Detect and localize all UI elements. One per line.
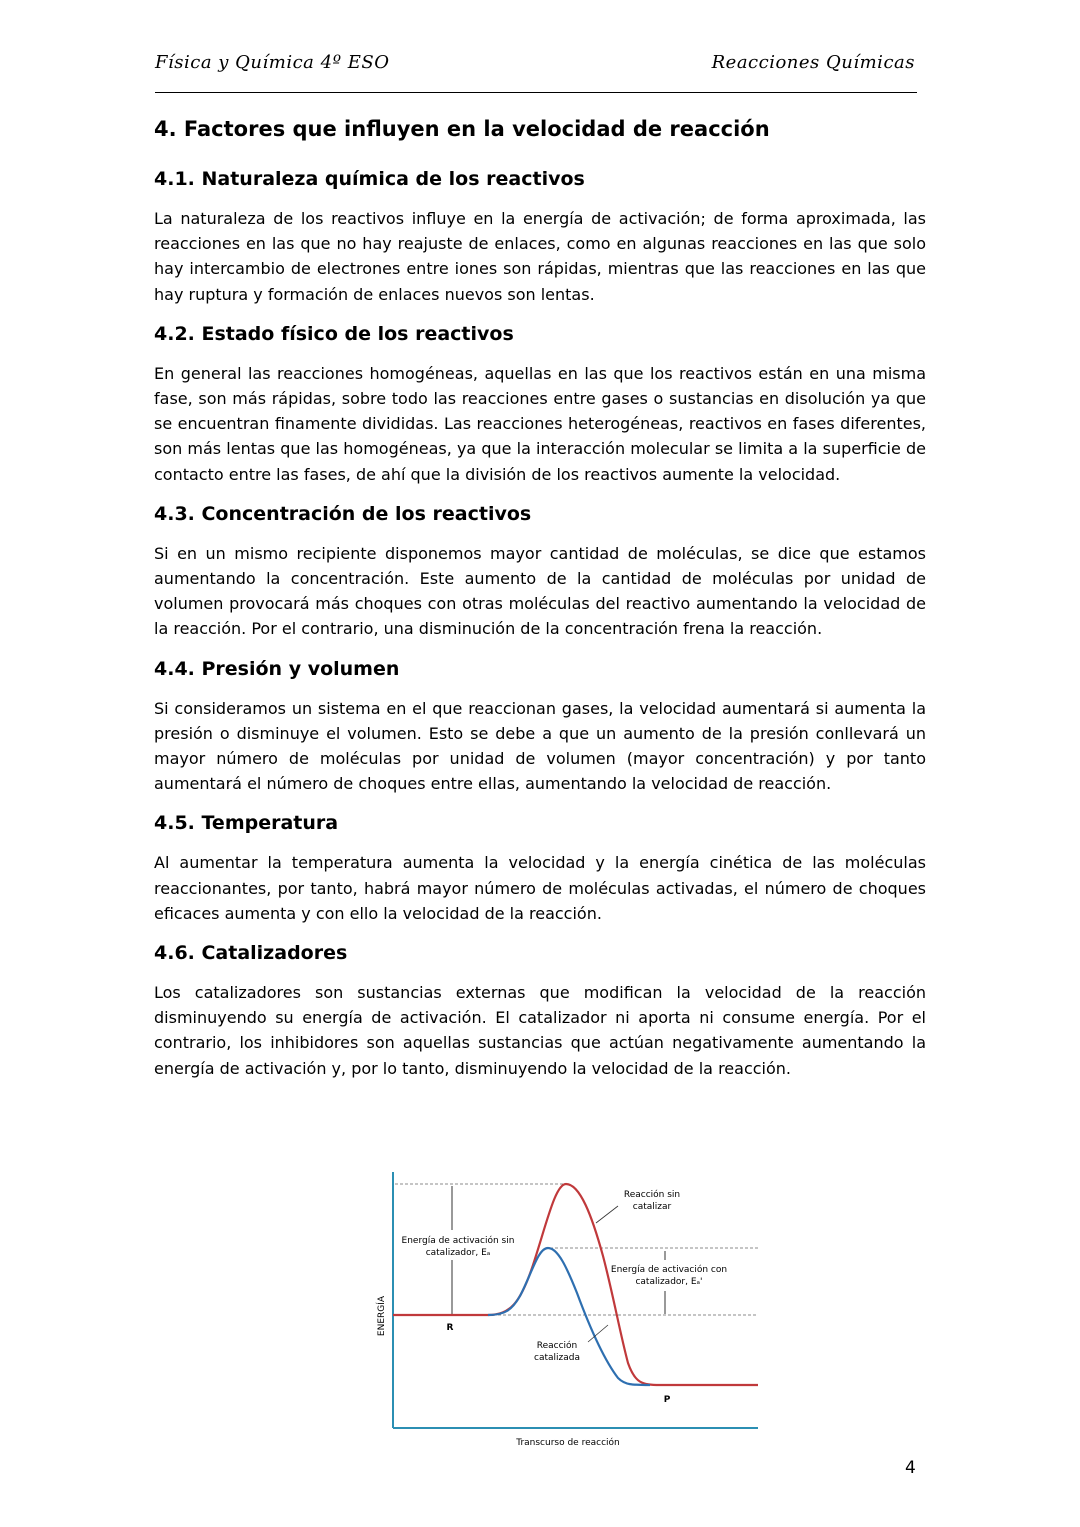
- page-content: [154, 114, 926, 1095]
- subsection-heading-4-1: 4.1. Naturaleza química de los reactivos: [154, 168, 585, 190]
- uncatalyzed-pointer: [596, 1206, 618, 1223]
- energy-diagram-svg: [360, 1168, 770, 1458]
- subsection-heading-4-4: 4.4. Presión y volumen: [154, 657, 400, 680]
- page-header: [155, 52, 917, 93]
- subsection-heading-4-3: 4.3. Concentración de los reactivos: [154, 502, 532, 525]
- y-axis-label: ENERGÍA: [377, 1295, 387, 1337]
- reactants-label: R: [446, 1323, 454, 1333]
- section-title: 4. Factores que influyen en la velocidad de reacción: [154, 117, 770, 141]
- subsection-heading-4-2: 4.2. Estado físico de los reactivos: [154, 322, 514, 345]
- ea-label-line1: Energía de activación sin: [401, 1236, 515, 1246]
- subsection-text-4-1: La naturaleza de los reactivos influye en la energía de activación; de forma aproximada, las reacciones en las que no hay reajuste de enlaces, como en algunas reacciones en las que solo hay intercambio de electrones entre iones son rápidas, mientras que las reacciones en las que hay ruptura y formación de enlaces nuevos son lentas.: [154, 209, 926, 304]
- uncatalyzed-label-line2: catalizar: [632, 1202, 672, 1212]
- subsection-text-4-4: Si consideramos un sistema en el que reaccionan gases, la velocidad aumentará si aumenta la presión o disminuye el volumen. Esto se debe a que un aumento de la presión conllevará un mayor número de moléculas por unidad de volumen (mayor concentración) y por tanto aumentará el número de choques entre ellas, aumentando la velocidad de reacción.: [154, 698, 926, 794]
- energy-diagram: [360, 1168, 770, 1458]
- ea-label-line2: catalizador, Eₐ: [425, 1248, 491, 1258]
- page-number: 4: [905, 1458, 916, 1478]
- subsection-text-4-2: En general las reacciones homogéneas, aquellas en las que los reactivos están en una misma fase, son más rápidas, sobre todo las reacciones entre gases o sustancias en disolución ya que se encuentran finamente divididas. Las reacciones heterogéneas, reactivos en fases diferentes, son más lentas que las homogéneas, ya que la interacción molecular se limita a la superficie de contacto entre las fases, de ahí que la división de los reactivos aumente la velocidad.: [154, 363, 926, 484]
- header-topic: Reacciones Químicas: [711, 52, 915, 73]
- subsection-text-4-5: Al aumentar la temperatura aumenta la velocidad y la energía cinética de las moléculas reaccionantes, por tanto, habrá mayor número de moléculas activadas, el número de choques eficaces aumenta y con ello la velocidad de la reacción.: [154, 853, 926, 923]
- subsection-text-4-3: Si en un mismo recipiente disponemos mayor cantidad de moléculas, se dice que estamos aumentando la concentración. Este aumento de la cantidad de moléculas por unidad de volumen provocará más choques con otras moléculas del reactivo aumentando la velocidad de la reacción. Por el contrario, una disminución de la concentración frena la reacción.: [154, 543, 926, 639]
- products-label: P: [663, 1395, 671, 1405]
- subsection-heading-4-5: 4.5. Temperatura: [154, 812, 339, 835]
- uncatalyzed-label-line1: Reacción sin: [623, 1190, 681, 1200]
- subsection-heading-4-6: 4.6. Catalizadores: [154, 942, 348, 965]
- ea-cat-label-line1: Energía de activación con: [610, 1265, 728, 1275]
- subsection-text-4-6: Los catalizadores son sustancias externas que modifican la velocidad de la reacción disminuyendo su energía de activación. El catalizador ni aporta ni consume energía. Por el contrario, los inhibidores son aquellas sustancias que actúan negativamente aumentando la energía de activación y, por lo tanto, disminuyendo la velocidad de la reacción.: [154, 983, 926, 1078]
- ea-cat-label-line2: catalizador, Eₐ': [635, 1277, 703, 1287]
- catalyzed-label-line2: catalizada: [534, 1353, 580, 1363]
- x-axis-label: Transcurso de reacción: [516, 1438, 620, 1448]
- catalyzed-label-line1: Reacción: [536, 1341, 578, 1351]
- header-subject: Física y Química 4º ESO: [155, 52, 390, 73]
